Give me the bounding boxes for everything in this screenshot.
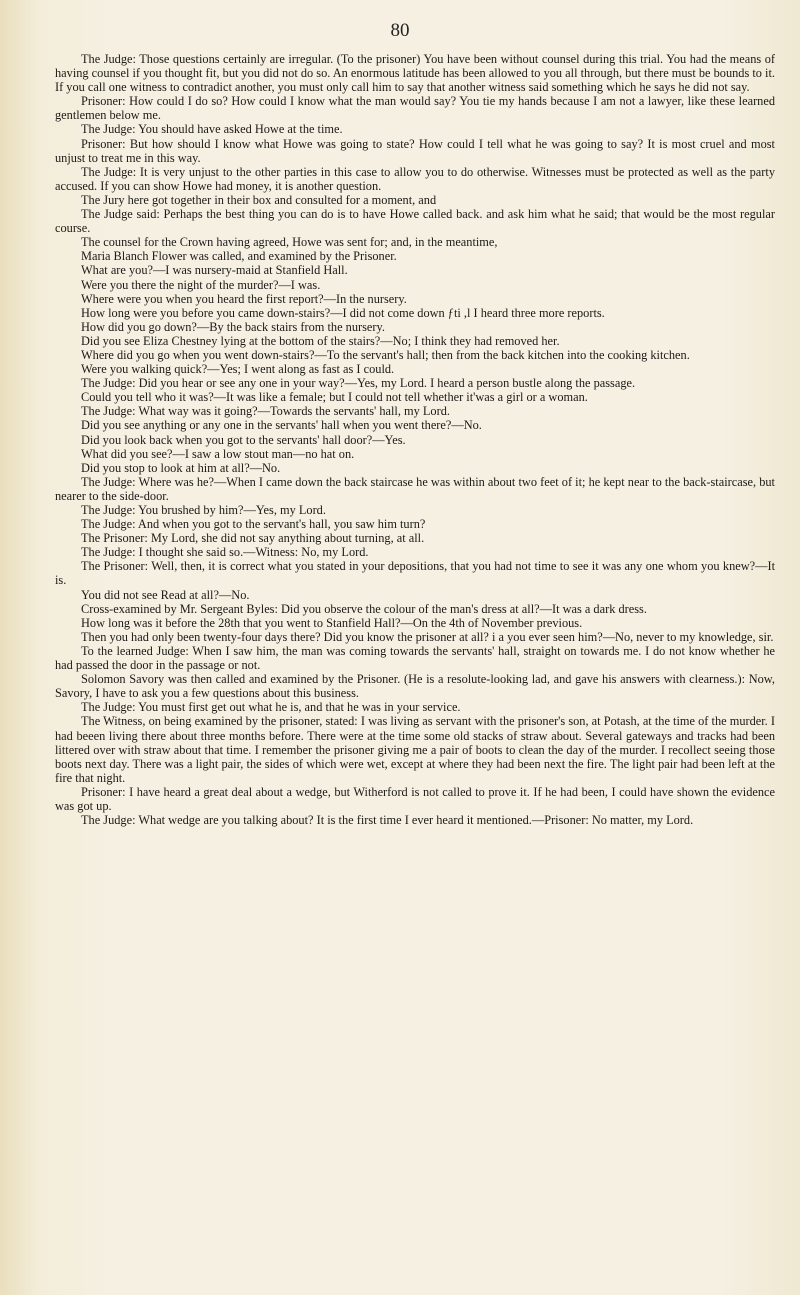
paragraph: The Judge: Where was he?—When I came down the back staircase he was within about two feet of it; he kept near to the back-staircase, but nearer to the side-door. <box>55 474 775 503</box>
paragraph: Solomon Savory was then called and examined by the Prisoner. (He is a resolute-looking lad, and gave his answers with clearness.): Now, Savory, I have to ask you a few questions about this business. <box>55 672 775 701</box>
paragraph: The Judge: Did you hear or see any one in your way?—Yes, my Lord. I heard a person bustle along the passage. <box>81 376 636 391</box>
paragraph: How long were you before you came down-stairs?—I did not come down ƒti ,l I heard three more reports. <box>81 305 605 320</box>
paragraph: Then you had only been twenty-four days there? Did you know the prisoner at all? i a you ever seen him?—No, never to my knowledge, sir. <box>81 629 774 644</box>
paragraph: Prisoner: I have heard a great deal about a wedge, but Witherford is not called to prove it. If he had been, I could have shown the evidence was got up. <box>55 784 775 813</box>
paragraph: The Prisoner: Well, then, it is correct what you stated in your depositions, that you had not time to see it was any one whom you knew?—It is. <box>55 559 775 588</box>
paragraph: The Prisoner: My Lord, she did not say anything about turning, at all. <box>81 531 425 546</box>
paragraph: The Judge: And when you got to the servant's hall, you saw him turn? <box>81 517 426 532</box>
paragraph: You did not see Read at all?—No. <box>81 587 250 602</box>
paragraph: Cross-examined by Mr. Sergeant Byles: Did you observe the colour of the man's dress at all?—It was a dark dress. <box>81 601 647 616</box>
paragraph: Did you see anything or any one in the servants' hall when you went there?—No. <box>81 418 482 433</box>
paragraph: Prisoner: How could I do so? How could I know what the man would say? You tie my hands because I am not a lawyer, like these learned gentlemen below me. <box>55 94 775 123</box>
paragraph: What did you see?—I saw a low stout man—no hat on. <box>81 446 355 461</box>
paragraph: Where were you when you heard the first report?—In the nursery. <box>81 291 407 306</box>
paragraph: The Witness, on being examined by the prisoner, stated: I was living as servant with the prisoner's son, at Potash, at the time of the murder. I had beeen living there about three months before. There were at the time some old stacks of straw about. Several gateways and tracks had been littered over with straw about that time. I remember the prisoner giving me a pair of boots to clean the day of the murder. I recollect seeing those boots next day. There was a light pair, the sides of which were wet, except at where they had been next the fire. The light pair had been left at the fire that night. <box>55 714 775 785</box>
paragraph: The Judge: What way was it going?—Towards the servants' hall, my Lord. <box>81 404 450 419</box>
paragraph: Were you walking quick?—Yes; I went along as fast as I could. <box>81 362 395 377</box>
paragraph: The Judge: It is very unjust to the other parties in this case to allow you to do otherwise. Witnesses must be protected as well as the party accused. If you can show Howe had money, it is another question. <box>55 164 775 193</box>
paragraph: Did you see Eliza Chestney lying at the bottom of the stairs?—No; I think they had removed her. <box>81 333 560 348</box>
paragraph: To the learned Judge: When I saw him, the man was coming towards the servants' hall, straight on towards me. I do not know whether he had passed the door in the passage or not. <box>55 643 775 673</box>
paragraph: The Judge: You must first get out what he is, and that he was in your service. <box>81 700 461 715</box>
paragraph: The Judge: You brushed by him?—Yes, my Lord. <box>81 503 326 517</box>
paragraph: The counsel for the Crown having agreed, Howe was sent for; and, in the meantime, <box>81 235 498 250</box>
paragraph: Did you stop to look at him at all?—No. <box>81 460 281 475</box>
page-number: 80 <box>390 20 410 41</box>
paragraph: Could you tell who it was?—It was like a female; but I could not tell whether it'was a girl or a woman. <box>81 390 588 405</box>
paragraph: The Judge said: Perhaps the best thing you can do is to have Howe called back. and ask him what he said; that would be the most regular course. <box>55 207 775 236</box>
paragraph: The Judge: What wedge are you talking about? It is the first time I ever heard it mentioned.—Prisoner: No matter, my Lord. <box>81 813 694 828</box>
paragraph: Maria Blanch Flower was called, and examined by the Prisoner. <box>81 249 397 264</box>
paragraph: How long was it before the 28th that you went to Stanfield Hall?—On the 4th of November previous. <box>81 615 583 630</box>
paragraph: Where did you go when you went down-stairs?—To the servant's hall; then from the back kitchen into the cooking kitchen. <box>81 347 690 362</box>
paragraph: Were you there the night of the murder?—I was. <box>81 277 321 292</box>
paragraph: Did you look back when you got to the servants' hall door?—Yes. <box>81 432 406 447</box>
page-text <box>55 52 775 827</box>
paragraph: How did you go down?—By the back stairs from the nursery. <box>81 319 385 334</box>
paragraph: The Judge: You should have asked Howe at the time. <box>81 122 343 137</box>
paragraph: The Judge: I thought she said so.—Witness: No, my Lord. <box>81 545 369 560</box>
paragraph: The Jury here got together in their box and consulted for a moment, and <box>81 192 437 207</box>
paragraph: The Judge: Those questions certainly are irregular. (To the prisoner) You have been without counsel during this trial. You had the means of having counsel if you thought fit, but you did not do so. An enormous latitude has been allowed to you all through, but there must be bounds to it. If you call one witness to contradict another, you must only call him to say that another witness said something which he says he did not say. <box>55 52 775 95</box>
paragraph: What are you?—I was nursery-maid at Stanfield Hall. <box>81 263 348 278</box>
paragraph: Prisoner: But how should I know what Howe was going to state? How could I tell what he was going to say? It is most cruel and most unjust to treat me in this way. <box>55 136 775 165</box>
